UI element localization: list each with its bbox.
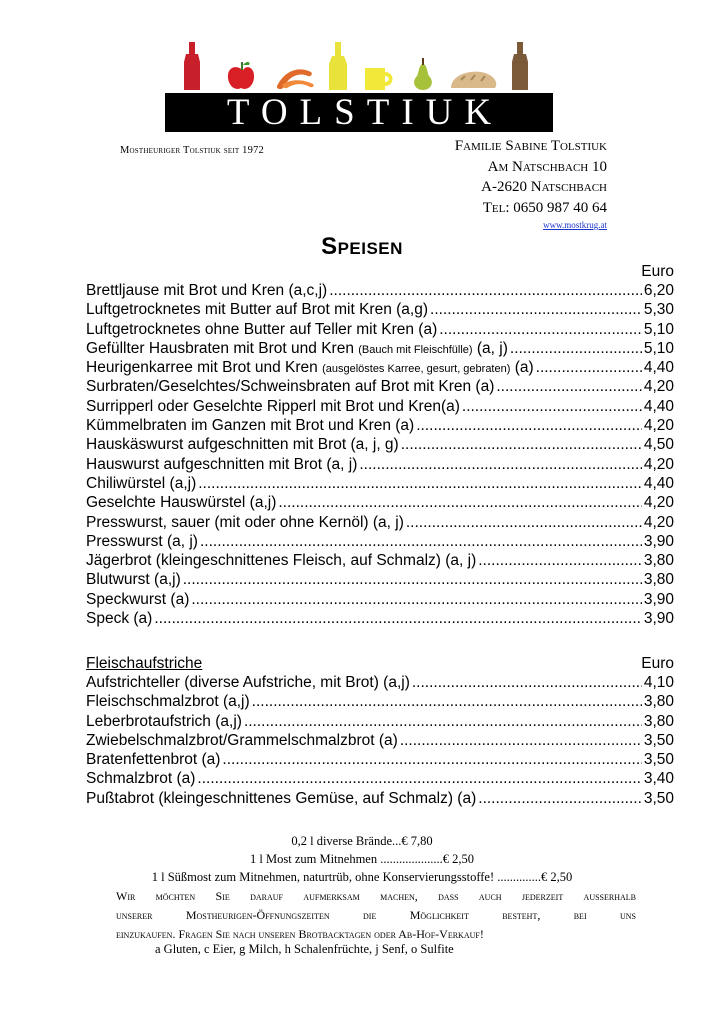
menu-item: [86, 301, 674, 320]
item-name: Blutwurst (a,j): [86, 571, 181, 589]
dot-leader: [329, 282, 642, 300]
category-heading: Fleischaufstriche: [86, 655, 203, 672]
subline: Mostheuriger Tolstiuk seit 1972: [120, 145, 264, 156]
dot-leader: [359, 456, 641, 474]
item-name: Hauskäswurst aufgeschnitten mit Brot (a, j, g): [86, 436, 399, 454]
dot-leader: [183, 571, 642, 589]
dot-leader: [406, 514, 642, 532]
currency-label: Euro: [641, 263, 674, 280]
item-name: Hauswurst aufgeschnitten mit Brot (a, j): [86, 455, 358, 473]
menu-item: [86, 475, 674, 494]
dot-leader: [200, 533, 642, 551]
logo: [165, 40, 553, 132]
aufstriche-list: [86, 655, 674, 809]
drinks-list: [0, 832, 724, 886]
item-name: Pußtabrot (kleingeschnittenes Gemüse, auf Schmalz) (a): [86, 789, 477, 807]
item-price: 3,50: [643, 731, 674, 749]
dot-leader: [412, 674, 642, 692]
menu-item: [86, 713, 674, 732]
item-name: Fleischschmalzbrot (a,j): [86, 693, 250, 711]
item-price: 4,40: [643, 474, 674, 492]
menu-item: [86, 533, 674, 552]
shop-notice: [116, 887, 636, 944]
item-price: 3,80: [643, 693, 674, 711]
item-note: (ausgelöstes Karree, gesurt, gebraten): [322, 363, 511, 376]
dot-leader: [222, 751, 641, 769]
item-price: 3,50: [643, 789, 674, 807]
item-price: 5,10: [643, 320, 674, 338]
item-name: Heurigenkarree mit Brot und Kren (ausgelöstes Karree, gesurt, gebraten) (a): [86, 359, 534, 377]
item-name: Schmalzbrot (a): [86, 770, 196, 788]
address-line: A-2620 Natschbach: [481, 179, 607, 195]
brown-bottle-icon: [512, 42, 528, 90]
speisen-list: [86, 263, 674, 629]
menu-item: [86, 321, 674, 340]
apple-icon: [228, 62, 254, 89]
mug-icon: [365, 68, 393, 90]
dot-leader: [496, 378, 641, 396]
item-name: Speckwurst (a): [86, 590, 190, 608]
item-name: Luftgetrocknetes ohne Butter auf Teller mit Kren (a): [86, 320, 438, 338]
item-name: Brettljause mit Brot und Kren (a,c,j): [86, 282, 328, 299]
item-name: Bratenfettenbrot (a): [86, 751, 221, 769]
item-name: Zwiebelschmalzbrot/Grammelschmalzbrot (a): [86, 731, 398, 749]
list-header: [86, 263, 674, 282]
brand-name: TOLSTIUK: [226, 92, 504, 133]
item-price: 4,20: [643, 417, 674, 435]
dot-leader: [416, 417, 642, 435]
menu-item: [86, 359, 674, 378]
item-price: 4,40: [643, 397, 674, 415]
item-price: 4,20: [643, 378, 674, 396]
drink-item: 0,2 l diverse Brände...€ 7,80: [291, 834, 433, 848]
dot-leader: [430, 301, 642, 319]
notice-line: einzukaufen. Fragen Sie nach unseren Brotbacktagen oder Ab-Hof-Verkauf!: [116, 927, 484, 941]
bread-icon: [451, 72, 496, 88]
website-link[interactable]: www.mostkrug.at: [543, 220, 607, 230]
item-price: 3,90: [643, 610, 674, 628]
item-price: 4,20: [643, 494, 674, 512]
logo-banner: [165, 93, 553, 132]
address-line: Familie Sabine Tolstiuk: [454, 138, 607, 154]
dot-leader: [278, 494, 641, 512]
dot-leader: [154, 610, 641, 628]
menu-item: [86, 340, 674, 359]
yellow-bottle-icon: [329, 42, 347, 90]
item-price: 3,80: [643, 552, 674, 570]
logo-icons: [165, 40, 553, 92]
item-name: Jägerbrot (kleingeschnittenes Fleisch, auf Schmalz) (a, j): [86, 552, 477, 570]
item-price: 3,50: [643, 751, 674, 769]
item-name: Chiliwürstel (a,j): [86, 474, 197, 492]
dot-leader: [244, 713, 642, 731]
item-name: Speck (a): [86, 610, 153, 628]
item-name: Gefüllter Hausbraten mit Brot und Kren (Bauch mit Fleischfülle) (a, j): [86, 339, 508, 357]
menu-item: [86, 398, 674, 417]
item-name: Presswurst (a, j): [86, 532, 198, 550]
menu-item: [86, 282, 674, 301]
item-price: 4,10: [643, 674, 674, 691]
dot-leader: [198, 475, 642, 493]
menu-item: [86, 610, 674, 629]
item-name: Aufstrichteller (diverse Aufstriche, mit Brot) (a,j): [86, 674, 410, 691]
item-price: 3,90: [643, 590, 674, 608]
menu-item: [86, 790, 674, 809]
item-price: 6,20: [643, 282, 674, 299]
sausage-icon: [277, 69, 314, 89]
menu-item: [86, 378, 674, 397]
address-block: [395, 136, 607, 218]
item-name: Geselchte Hauswürstel (a,j): [86, 494, 277, 512]
item-price: 3,90: [643, 532, 674, 550]
item-price: 3,80: [643, 571, 674, 589]
dot-leader: [401, 436, 642, 454]
menu-item: [86, 674, 674, 693]
menu-item: [86, 552, 674, 571]
item-price: 3,40: [643, 770, 674, 788]
menu-item: [86, 417, 674, 436]
menu-item: [86, 732, 674, 751]
allergen-legend: a Gluten, c Eier, g Milch, h Schalenfrüchte, j Senf, o Sulfite: [155, 942, 454, 956]
dot-leader: [478, 790, 642, 808]
menu-item: [86, 514, 674, 533]
menu-item: [86, 436, 674, 455]
page-title: Speisen: [321, 233, 403, 260]
item-note: (Bauch mit Fleischfülle): [358, 343, 473, 356]
menu-item: [86, 693, 674, 712]
item-price: 5,10: [643, 339, 674, 357]
list-header: [86, 655, 674, 674]
pear-icon: [414, 58, 432, 90]
menu-item: [86, 456, 674, 475]
dot-leader: [400, 732, 642, 750]
item-name: Surbraten/Geselchtes/Schweinsbraten auf Brot mit Kren (a): [86, 378, 495, 396]
item-price: 4,40: [643, 359, 674, 377]
menu-item: [86, 770, 674, 789]
item-price: 4,20: [643, 455, 674, 473]
item-name: Kümmelbraten im Ganzen mit Brot und Kren (a): [86, 417, 415, 435]
item-name: Luftgetrocknetes mit Butter auf Brot mit Kren (a,g): [86, 301, 429, 319]
item-price: 5,30: [643, 301, 674, 319]
dot-leader: [252, 693, 642, 711]
item-price: 4,20: [643, 513, 674, 531]
dot-leader: [478, 552, 642, 570]
item-name: Leberbrotaufstrich (a,j): [86, 712, 242, 730]
phone-line: Tel: 0650 987 40 64: [482, 199, 607, 216]
item-name: Presswurst, sauer (mit oder ohne Kernöl) (a, j): [86, 513, 404, 531]
dot-leader: [197, 770, 641, 788]
item-price: 3,80: [643, 712, 674, 730]
dot-leader: [439, 321, 642, 339]
menu-item: [86, 591, 674, 610]
dot-leader: [536, 359, 642, 377]
dot-leader: [462, 398, 642, 416]
drink-item: 1 l Süßmost zum Mitnehmen, naturtrüb, ohne Konservierungsstoffe! ..............€ 2,50: [151, 870, 573, 884]
item-price: 4,50: [643, 436, 674, 454]
drink-item: 1 l Most zum Mitnehmen ....................€ 2,50: [250, 852, 474, 866]
notice-line: Wir möchten Sie darauf aufmerksam machen, dass auch jederzeit ausserhalb: [116, 889, 636, 903]
dot-leader: [510, 340, 642, 358]
menu-item: [86, 571, 674, 590]
notice-line: unserer Mostheurigen-Öffnungszeiten die Möglichkeit besteht, bei uns: [116, 908, 636, 922]
address-line: Am Natschbach 10: [487, 158, 607, 175]
currency-label: Euro: [641, 655, 674, 672]
menu-item: [86, 494, 674, 513]
dot-leader: [191, 591, 641, 609]
item-name: Surripperl oder Geselchte Ripperl mit Brot und Kren(a): [86, 397, 460, 415]
red-bottle-icon: [184, 42, 200, 90]
menu-item: [86, 751, 674, 770]
